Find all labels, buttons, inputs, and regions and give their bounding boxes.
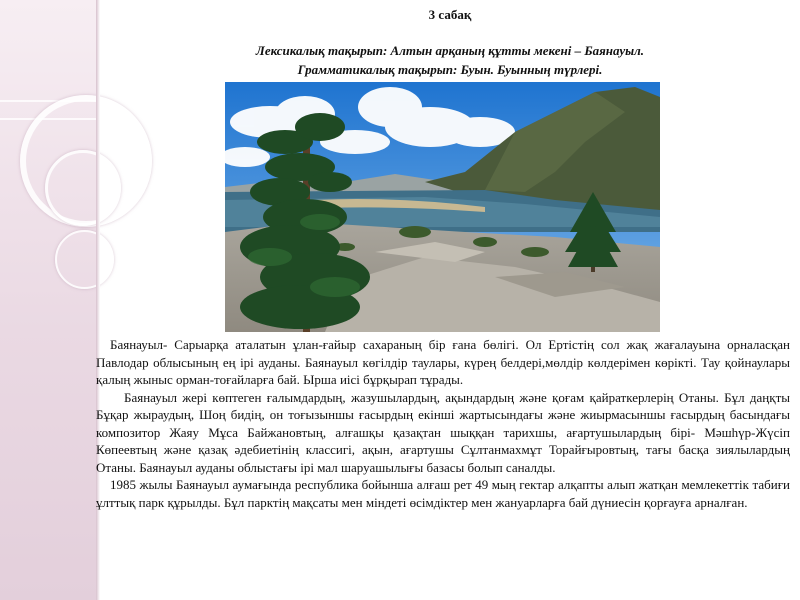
lesson-title: 3 сабақ: [428, 7, 472, 22]
decorative-sidebar: [0, 0, 96, 600]
paragraph: 1985 жылы Баянауыл аумағында республика бойынша алғаш рет 49 мың гектар алқапты алып жатқан мемлекеттік табиғи ұлттық парк құрылды. Бұл парктің мақсаты мен міндеті өсімдіктер мен жануарларға бай дүниесін қорғауға арналған.: [96, 477, 790, 510]
grammar-topic: Грамматикалық тақырып: Буын. Буынның түрлері.: [297, 62, 603, 77]
paragraph: Баянауыл жері көптеген ғалымдардың, жазушылардың, ақындардың және қоғам қайраткерлерің Отаны. Бұл даңқты Бұқар жыраудың, Шоң бидің, он тоғызыншы ғасырдың екінші жартысындағы және жиырмасыншы ғасырдың басындағы композитор Жаяу Мұса Байжановтың, алғашқы қазақтан шыққан тарихшы, ағартушылардың бірі- Мәшһүр-Жүсіп Көпеевтың және қазақ әдебиетінің классигі, ақын, ағартушы Сұлтанмахмұт Торайғыровтың, тағы басқа зиялылардың Отаны. Баянауыл ауданы облыстағы ірі мал шаруашылығы базасы болып саналды.: [96, 389, 790, 475]
decorative-ring: [55, 230, 114, 289]
paragraph: Баянауыл- Сарыарқа аталатын ұлан-ғайыр сахараның бір ғана бөлігі. Ол Ертістің сол жақ жағалауына орналасқан Павлодар облысының ең ірі ауданы. Баянауыл көгілдір таулары, күрең белдері,мөлдір көлдерімен көрікті. Тау қойнаулары қалың жыныс орман-тоғайларға бай. Ырша иісі бұрқырап тұрады.: [96, 337, 790, 387]
decorative-ring: [45, 150, 121, 226]
landscape-photo-icon: [225, 82, 660, 332]
body-text: [96, 336, 790, 511]
lexical-topic: Лексикалық тақырып: Алтын арқаның құтты мекені – Баянауыл.: [255, 43, 645, 58]
